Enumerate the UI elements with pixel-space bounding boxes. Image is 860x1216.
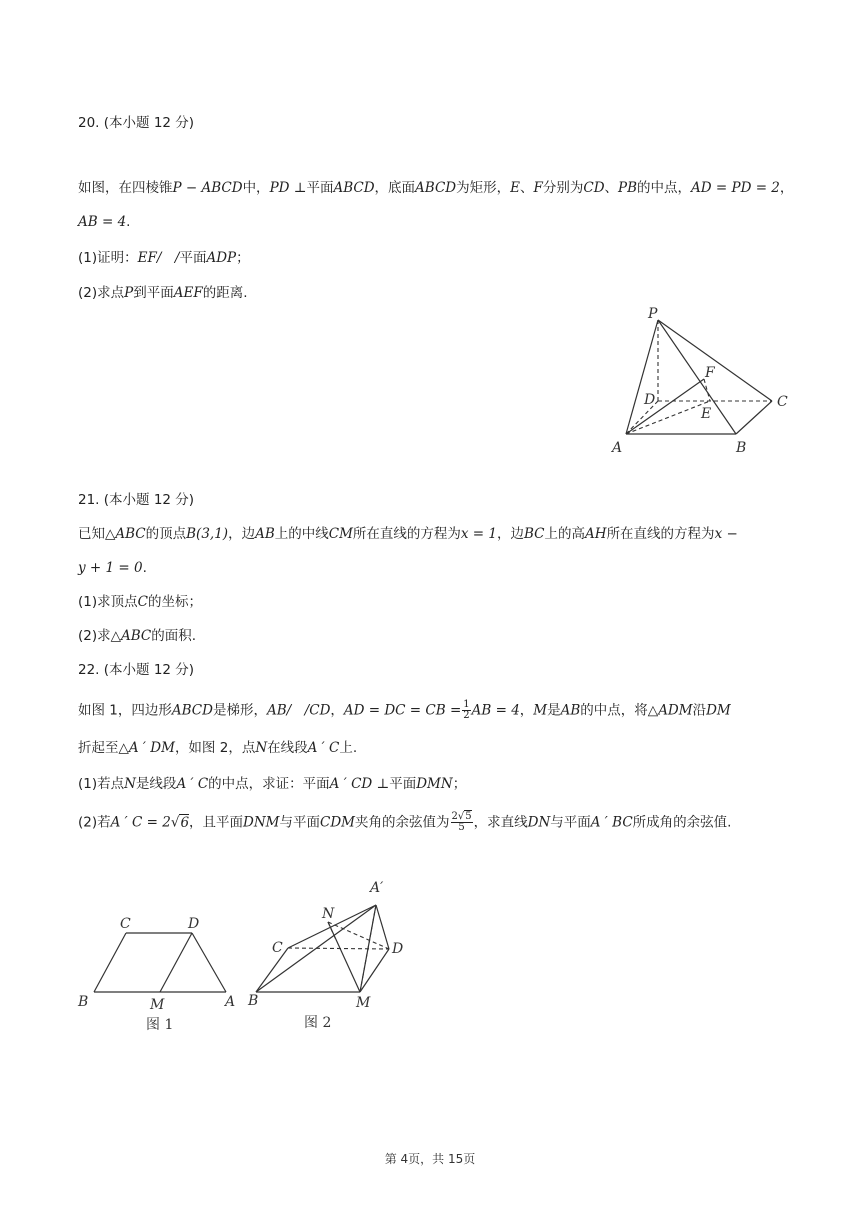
- q21-part1: (1)求顶点C的坐标；: [78, 594, 202, 610]
- q22-fig1-label-c: C: [120, 916, 131, 932]
- q22-fig1-label-m: M: [150, 997, 165, 1013]
- q20-label-p: P: [648, 306, 658, 322]
- q20-part2: (2)求点P到平面AEF的距离.: [78, 285, 248, 301]
- q22-fig1-label-a: A: [225, 994, 236, 1010]
- q22-fig1-label-d: D: [188, 916, 200, 932]
- q22-stem-line2: 折起至△A ′ DM，如图 2，点N在线段A ′ C上.: [78, 740, 358, 756]
- q22-part1: (1)若点N是线段A ′ C的中点，求证：平面A ′ CD ⊥平面DMN；: [78, 776, 467, 792]
- q20-pyramid-figure: [600, 300, 800, 464]
- q22-fig2-label-a-prime: A′: [370, 880, 384, 896]
- q22-fig2-label-c: C: [272, 940, 283, 956]
- q20-label-e: E: [701, 406, 712, 422]
- q22-fig1-caption: 图 1: [146, 1017, 174, 1033]
- q21-part2: (2)求△ABC的面积.: [78, 628, 197, 644]
- q22-fig2-caption: 图 2: [304, 1015, 332, 1031]
- q22-fraction-half: $\frac{1}{2}$: [463, 699, 470, 721]
- q20-label-f: F: [705, 365, 715, 381]
- q22-figure2: [240, 870, 420, 1044]
- q20-label-b: B: [736, 440, 747, 456]
- q22-fig1-label-b: B: [78, 994, 89, 1010]
- q20-label-c: C: [777, 394, 788, 410]
- q22-fig2-label-n: N: [322, 906, 335, 922]
- q22-fig2-label-m: M: [356, 995, 371, 1011]
- q20-label-d: D: [644, 392, 656, 408]
- q22-fig2-label-d: D: [392, 941, 404, 957]
- q20-stem-line2: AB = 4.: [78, 214, 131, 230]
- q20-stem-line1: 如图，在四棱锥P − ABCD中，PD ⊥平面ABCD，底面ABCD为矩形，E、F分别为CD、PB的中点，AD = PD = 2，: [78, 180, 794, 196]
- q20-part1: (1)证明：EF/ /平面ADP；: [78, 250, 250, 266]
- q20-label-a: A: [612, 440, 623, 456]
- q21-header: 21. (本小题 12 分): [78, 492, 195, 508]
- q22-stem-line1: 如图 1，四边形ABCD是梯形，AB/ /CD，AD = DC = CB = $\frac{1}{2}$ AB = 4，M是AB的中点，将△ADM沿DM: [78, 699, 731, 721]
- q21-stem-line2: y + 1 = 0.: [78, 560, 147, 576]
- q22-header: 22. (本小题 12 分): [78, 662, 195, 678]
- q20-header: 20. (本小题 12 分): [78, 115, 195, 131]
- page-footer: 第 4页，共 15页: [384, 1152, 476, 1166]
- q22-part2: (2)若A ′ C = 2√6，且平面DNM与平面CDM夹角的余弦值为 $\frac{2√5}{5}$ ，求直线DN与平面A ′ BC所成角的余弦值.: [78, 811, 732, 833]
- q22-figure1: [70, 905, 250, 1044]
- q22-fig2-label-b: B: [248, 993, 259, 1009]
- q22-fraction-cos: $\frac{2√5}{5}$: [451, 811, 472, 833]
- q21-stem-line1: 已知△ABC的顶点B(3,1)，边AB上的中线CM所在直线的方程为x = 1，边BC上的高AH所在直线的方程为x −: [78, 526, 738, 542]
